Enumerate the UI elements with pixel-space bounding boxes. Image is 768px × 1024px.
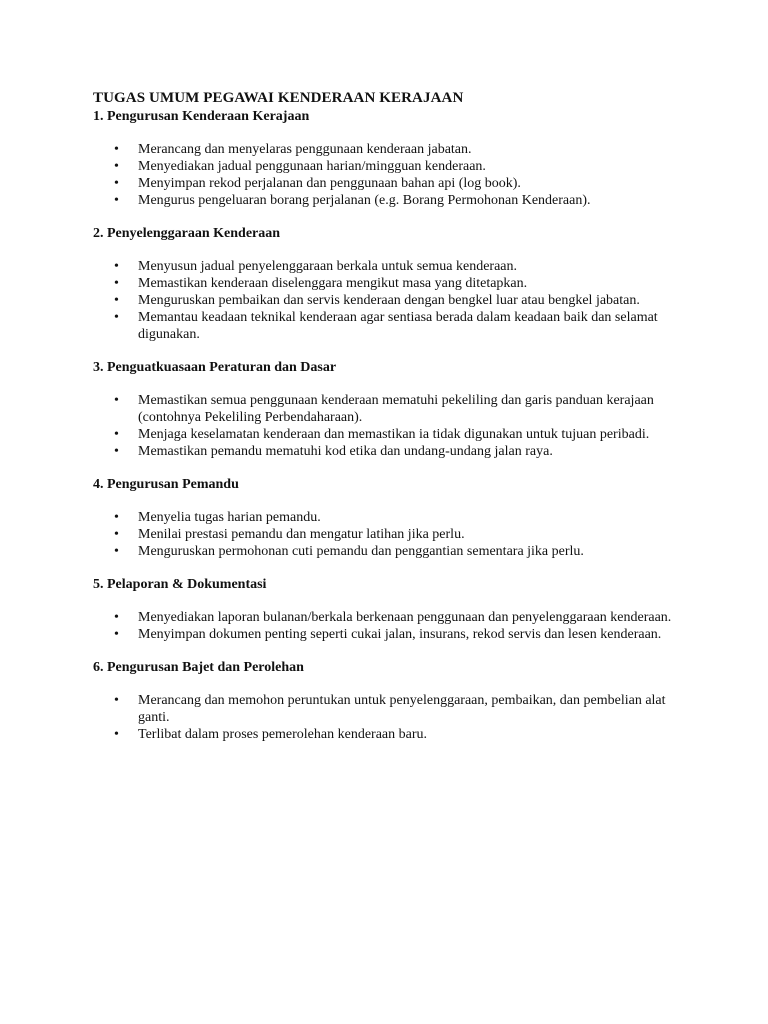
list-item bbox=[93, 609, 693, 626]
list-item-text: Merancang dan menyelaras penggunaan kenderaan jabatan. bbox=[138, 142, 472, 157]
document-title: TUGAS UMUM PEGAWAI KENDERAAN KERAJAAN bbox=[93, 90, 464, 106]
section-heading: 2. Penyelenggaraan Kenderaan bbox=[93, 226, 281, 241]
section bbox=[93, 659, 693, 743]
bullet-icon: • bbox=[114, 544, 119, 559]
list-item-text: Menyimpan rekod perjalanan dan penggunaan bahan api (log book). bbox=[138, 176, 521, 191]
section-heading: 4. Pengurusan Pemandu bbox=[93, 477, 239, 492]
section bbox=[93, 359, 693, 460]
sections-container bbox=[93, 108, 693, 743]
list-item-text: Merancang dan memohon peruntukan untuk penyelenggaraan, pembaikan, dan pembelian alat ganti. bbox=[138, 693, 666, 725]
section-heading: 5. Pelaporan & Dokumentasi bbox=[93, 577, 267, 592]
section bbox=[93, 108, 693, 209]
list-item bbox=[93, 192, 693, 209]
list-item bbox=[93, 526, 693, 543]
list-item bbox=[93, 626, 693, 643]
bullet-icon: • bbox=[114, 444, 119, 459]
list-item-text: Menguruskan pembaikan dan servis kenderaan dengan bengkel luar atau bengkel jabatan. bbox=[138, 293, 640, 308]
list-item-text: Menjaga keselamatan kenderaan dan memastikan ia tidak digunakan untuk tujuan peribadi. bbox=[138, 427, 650, 442]
list-item-text: Menyediakan laporan bulanan/berkala berkenaan penggunaan dan penyelenggaraan kenderaan. bbox=[138, 610, 672, 625]
list-item-text: Menyimpan dokumen penting seperti cukai jalan, insurans, rekod servis dan lesen kenderaan. bbox=[138, 627, 662, 642]
list-item bbox=[93, 258, 693, 275]
bullet-icon: • bbox=[114, 693, 119, 708]
document-page bbox=[93, 88, 693, 743]
section-heading: 6. Pengurusan Bajet dan Perolehan bbox=[93, 660, 304, 675]
list-item-text: Menyusun jadual penyelenggaraan berkala untuk semua kenderaan. bbox=[138, 259, 518, 274]
bullet-icon: • bbox=[114, 176, 119, 191]
section bbox=[93, 476, 693, 560]
list-item-text: Memastikan kenderaan diselenggara mengikut masa yang ditetapkan. bbox=[138, 276, 528, 291]
bullet-list bbox=[93, 609, 693, 643]
bullet-icon: • bbox=[114, 527, 119, 542]
bullet-icon: • bbox=[114, 310, 119, 325]
bullet-icon: • bbox=[114, 276, 119, 291]
bullet-list bbox=[93, 258, 693, 343]
bullet-icon: • bbox=[114, 510, 119, 525]
section bbox=[93, 225, 693, 343]
bullet-icon: • bbox=[114, 393, 119, 408]
bullet-icon: • bbox=[114, 193, 119, 208]
list-item-text: Memantau keadaan teknikal kenderaan agar sentiasa berada dalam keadaan baik dan selamat digunakan. bbox=[138, 310, 658, 342]
bullet-icon: • bbox=[114, 159, 119, 174]
bullet-icon: • bbox=[114, 259, 119, 274]
bullet-icon: • bbox=[114, 727, 119, 742]
list-item bbox=[93, 443, 693, 460]
list-item-text: Menyediakan jadual penggunaan harian/mingguan kenderaan. bbox=[138, 159, 486, 174]
list-item-text: Menguruskan permohonan cuti pemandu dan penggantian sementara jika perlu. bbox=[138, 544, 584, 559]
list-item-text: Menilai prestasi pemandu dan mengatur latihan jika perlu. bbox=[138, 527, 465, 542]
section-heading: 3. Penguatkuasaan Peraturan dan Dasar bbox=[93, 360, 337, 375]
list-item bbox=[93, 141, 693, 158]
list-item-text: Memastikan pemandu mematuhi kod etika dan undang-undang jalan raya. bbox=[138, 444, 553, 459]
section bbox=[93, 576, 693, 643]
list-item-text: Menyelia tugas harian pemandu. bbox=[138, 510, 321, 525]
bullet-icon: • bbox=[114, 293, 119, 308]
list-item bbox=[93, 509, 693, 526]
bullet-icon: • bbox=[114, 142, 119, 157]
bullet-icon: • bbox=[114, 427, 119, 442]
list-item bbox=[93, 175, 693, 192]
list-item-text: Mengurus pengeluaran borang perjalanan (e.g. Borang Permohonan Kenderaan). bbox=[138, 193, 591, 208]
bullet-list bbox=[93, 509, 693, 560]
section-heading: 1. Pengurusan Kenderaan Kerajaan bbox=[93, 109, 310, 124]
list-item-text: Memastikan semua penggunaan kenderaan mematuhi pekeliling dan garis panduan kerajaan (contohnya Pekeliling Perbendaharaan). bbox=[138, 393, 654, 425]
list-item bbox=[93, 426, 693, 443]
list-item-text: Terlibat dalam proses pemerolehan kenderaan baru. bbox=[138, 727, 428, 742]
list-item bbox=[93, 158, 693, 175]
bullet-icon: • bbox=[114, 627, 119, 642]
list-item bbox=[93, 392, 693, 426]
list-item bbox=[93, 292, 693, 309]
list-item bbox=[93, 726, 693, 743]
bullet-icon: • bbox=[114, 610, 119, 625]
bullet-list bbox=[93, 692, 693, 743]
list-item bbox=[93, 543, 693, 560]
bullet-list bbox=[93, 141, 693, 209]
bullet-list bbox=[93, 392, 693, 460]
list-item bbox=[93, 309, 693, 343]
list-item bbox=[93, 275, 693, 292]
list-item bbox=[93, 692, 693, 726]
